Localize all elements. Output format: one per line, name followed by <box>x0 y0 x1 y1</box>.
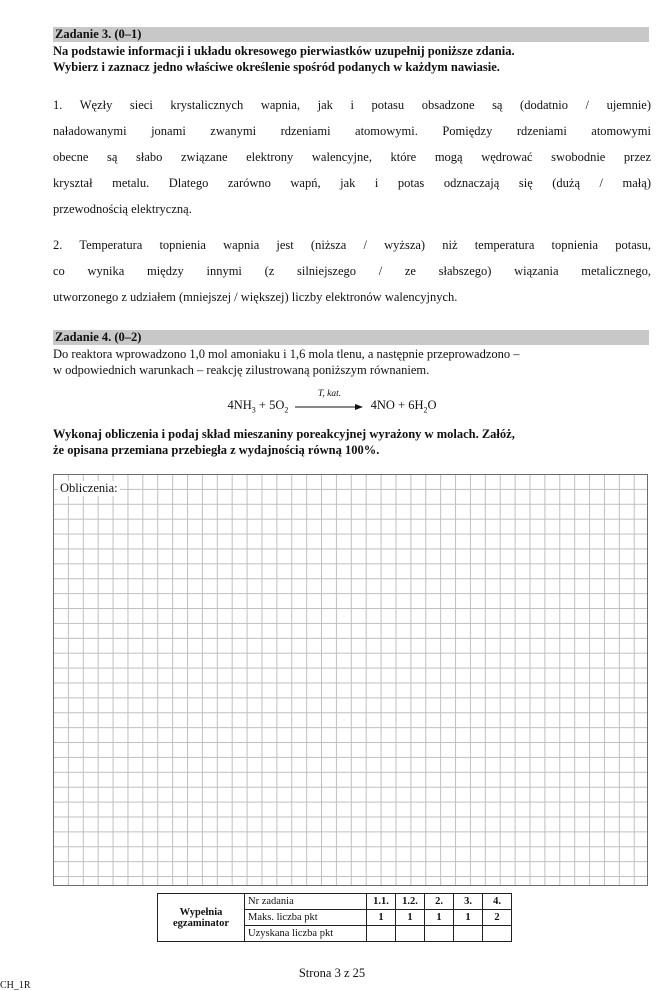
exam-code: CH_1R <box>0 980 31 991</box>
task4-instruction <box>53 426 651 458</box>
paragraph-line: co wynika między innymi (z silniejszego / ze słabszego) wiązania metalicznego, <box>53 264 651 278</box>
task-number-cell: 4. <box>483 894 512 910</box>
reaction-condition: T, kat. <box>317 389 342 400</box>
task-number-cell: 1.1. <box>367 894 396 910</box>
paragraph-line: kryształ metalu. Dlatego zarówno wapń, jak i potas odznaczają się (dużą / małą) <box>53 176 651 190</box>
eq-subscript: 3 <box>251 405 256 415</box>
paragraph-line: naładowanymi jonami zwanymi rdzeniami atomowymi. Pomiędzy rdzeniami atomowymi <box>53 124 651 138</box>
task4-instruction-line: że opisana przemiana przebiegła z wydajnością równą 100%. <box>53 443 380 457</box>
task3-paragraph-1 <box>53 92 651 222</box>
arrow-icon <box>294 400 364 412</box>
task4-intro-line: Do reaktora wprowadzono 1,0 mol amoniaku i 1,6 mola tlenu, a następnie przeprowadzono – <box>53 347 520 361</box>
eq-product: 4NO + 6H <box>370 398 424 412</box>
paragraph-line: utworzonego z udziałem (mniejszej / większej) liczby elektronów walencyjnych. <box>53 290 458 304</box>
max-points-cell: 1 <box>425 910 454 926</box>
row-label-earned-points: Uzyskana liczba pkt <box>245 926 367 942</box>
calculation-label: Obliczenia: <box>60 481 118 495</box>
eq-reactant: + 5O <box>255 398 285 412</box>
task3-instruction-line: Wybierz i zaznacz jedno właściwe określenie spośród podanych w każdym nawiasie. <box>53 60 500 74</box>
max-points-cell: 1 <box>396 910 425 926</box>
eq-product: O <box>427 398 437 412</box>
row-label-task-number: Nr zadania <box>245 894 367 910</box>
paragraph-line: 2. Temperatura topnienia wapnia jest (niższa / wyższa) niż temperatura topnienia potasu, <box>53 238 651 252</box>
task3-header: Zadanie 3. (0–1) <box>53 27 649 42</box>
earned-points-cell[interactable] <box>483 926 512 942</box>
task3-instruction-line: Na podstawie informacji i układu okresowego pierwiastków uzupełnij poniższe zdania. <box>53 44 515 58</box>
eq-subscript: 2 <box>423 405 428 415</box>
task-number-cell: 1.2. <box>396 894 425 910</box>
earned-points-cell[interactable] <box>367 926 396 942</box>
task4-header: Zadanie 4. (0–2) <box>53 330 649 345</box>
task4-instruction-line: Wykonaj obliczenia i podaj skład mieszaniny poreakcyjnej wyrażony w molach. Załóż, <box>53 427 515 441</box>
task3-paragraph-2 <box>53 232 651 310</box>
task3-instruction <box>53 43 651 75</box>
max-points-cell: 1 <box>367 910 396 926</box>
calculation-grid[interactable] <box>53 474 648 886</box>
eq-reactant: 4NH <box>227 398 252 412</box>
score-table <box>157 893 512 942</box>
eq-subscript: 2 <box>284 405 289 415</box>
reaction-equation <box>0 389 664 415</box>
reaction-arrow <box>294 389 364 412</box>
examiner-label-line: egzaminator <box>173 917 229 929</box>
examiner-label-line: Wypełnia <box>179 906 223 918</box>
max-points-cell: 1 <box>454 910 483 926</box>
examiner-label <box>158 894 245 942</box>
earned-points-cell[interactable] <box>425 926 454 942</box>
page-number: Strona 3 z 25 <box>298 966 366 980</box>
paragraph-line: przewodnością elektryczną. <box>53 202 192 216</box>
task-number-cell: 3. <box>454 894 483 910</box>
task4-intro <box>53 346 651 378</box>
row-label-max-points: Maks. liczba pkt <box>245 910 367 926</box>
earned-points-cell[interactable] <box>396 926 425 942</box>
max-points-cell: 2 <box>483 910 512 926</box>
task4-intro-line: w odpowiednich warunkach – reakcję zilustrowaną poniższym równaniem. <box>53 363 430 377</box>
task-number-cell: 2. <box>425 894 454 910</box>
earned-points-cell[interactable] <box>454 926 483 942</box>
paragraph-line: 1. Węzły sieci krystalicznych wapnia, jak i potasu obsadzone są (dodatnio / ujemnie) <box>53 98 651 112</box>
paragraph-line: obecne są słabo związane elektrony walencyjne, które mogą wędrować swobodnie przez <box>53 150 651 164</box>
